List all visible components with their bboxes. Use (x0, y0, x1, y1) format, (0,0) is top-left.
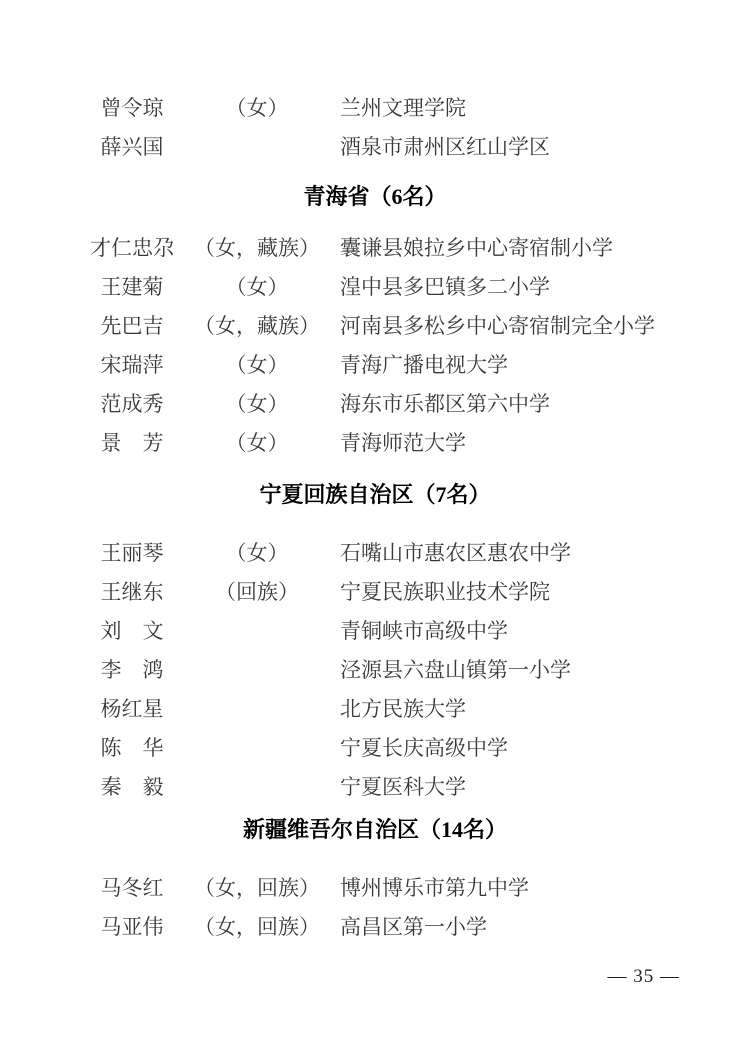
teacher-row (0, 126, 750, 165)
teacher-name: 王丽琴 (100, 540, 164, 565)
teacher-note: （女，藏族） (194, 235, 320, 260)
teacher-name: 王建菊 (100, 274, 164, 299)
teacher-organization: 石嘴山市惠农区惠农中学 (340, 540, 571, 565)
teacher-row (0, 227, 750, 266)
teacher-note: （女） (225, 430, 289, 455)
teacher-row (0, 906, 750, 945)
teacher-name: 薛兴国 (100, 134, 164, 159)
teacher-name: 秦 毅 (100, 774, 164, 799)
teacher-organization: 宁夏民族职业技术学院 (340, 579, 550, 604)
teacher-organization: 高昌区第一小学 (340, 914, 487, 939)
teacher-row (0, 688, 750, 727)
teacher-note: （回族） (215, 579, 299, 604)
teacher-note: （女） (225, 352, 289, 377)
teacher-name: 李 鸿 (100, 657, 164, 682)
teacher-name: 才仁忠尕 (90, 235, 174, 260)
section-title-qinghai: 青海省（6名） (303, 184, 447, 209)
teacher-organization: 博州博乐市第九中学 (340, 875, 529, 900)
page-number: — 35 — (607, 966, 680, 987)
teacher-note: （女） (225, 540, 289, 565)
teacher-note: （女，藏族） (194, 313, 320, 338)
teacher-organization: 北方民族大学 (340, 696, 466, 721)
teacher-name: 马亚伟 (100, 914, 164, 939)
teacher-organization: 泾源县六盘山镇第一小学 (340, 657, 571, 682)
teacher-organization: 宁夏医科大学 (340, 774, 466, 799)
teacher-row (0, 344, 750, 383)
teacher-note: （女） (225, 274, 289, 299)
teacher-row (0, 422, 750, 461)
teacher-name: 王继东 (100, 579, 164, 604)
teacher-row (0, 87, 750, 126)
teacher-name: 杨红星 (100, 696, 164, 721)
section-title-ningxia: 宁夏回族自治区（7名） (259, 482, 491, 507)
teacher-row (0, 867, 750, 906)
teacher-note: （女） (225, 95, 289, 120)
teacher-row (0, 305, 750, 344)
teacher-organization: 囊谦县娘拉乡中心寄宿制小学 (340, 235, 613, 260)
section-title-xinjiang: 新疆维吾尔自治区（14名） (242, 817, 507, 842)
teacher-organization: 海东市乐都区第六中学 (340, 391, 550, 416)
teacher-organization: 酒泉市肃州区红山学区 (340, 134, 550, 159)
teacher-name: 曾令琼 (100, 95, 164, 120)
teacher-name: 马冬红 (100, 875, 164, 900)
teacher-row (0, 649, 750, 688)
teacher-organization: 青海师范大学 (340, 430, 466, 455)
teacher-row (0, 766, 750, 805)
teacher-name: 宋瑞萍 (100, 352, 164, 377)
teacher-row (0, 383, 750, 422)
teacher-name: 景 芳 (100, 430, 164, 455)
teacher-name: 陈 华 (100, 735, 164, 760)
teacher-row (0, 571, 750, 610)
teacher-name: 先巴吉 (100, 313, 164, 338)
teacher-row (0, 266, 750, 305)
teacher-organization: 宁夏长庆高级中学 (340, 735, 508, 760)
teacher-row (0, 727, 750, 766)
teacher-note: （女） (225, 391, 289, 416)
teacher-organization: 青海广播电视大学 (340, 352, 508, 377)
teacher-note: （女，回族） (194, 914, 320, 939)
teacher-organization: 青铜峡市高级中学 (340, 618, 508, 643)
teacher-organization: 湟中县多巴镇多二小学 (340, 274, 550, 299)
teacher-organization: 兰州文理学院 (340, 95, 466, 120)
teacher-note: （女，回族） (194, 875, 320, 900)
teacher-organization: 河南县多松乡中心寄宿制完全小学 (340, 313, 655, 338)
teacher-row (0, 532, 750, 571)
teacher-name: 范成秀 (100, 391, 164, 416)
teacher-row (0, 610, 750, 649)
teacher-name: 刘 文 (100, 618, 164, 643)
